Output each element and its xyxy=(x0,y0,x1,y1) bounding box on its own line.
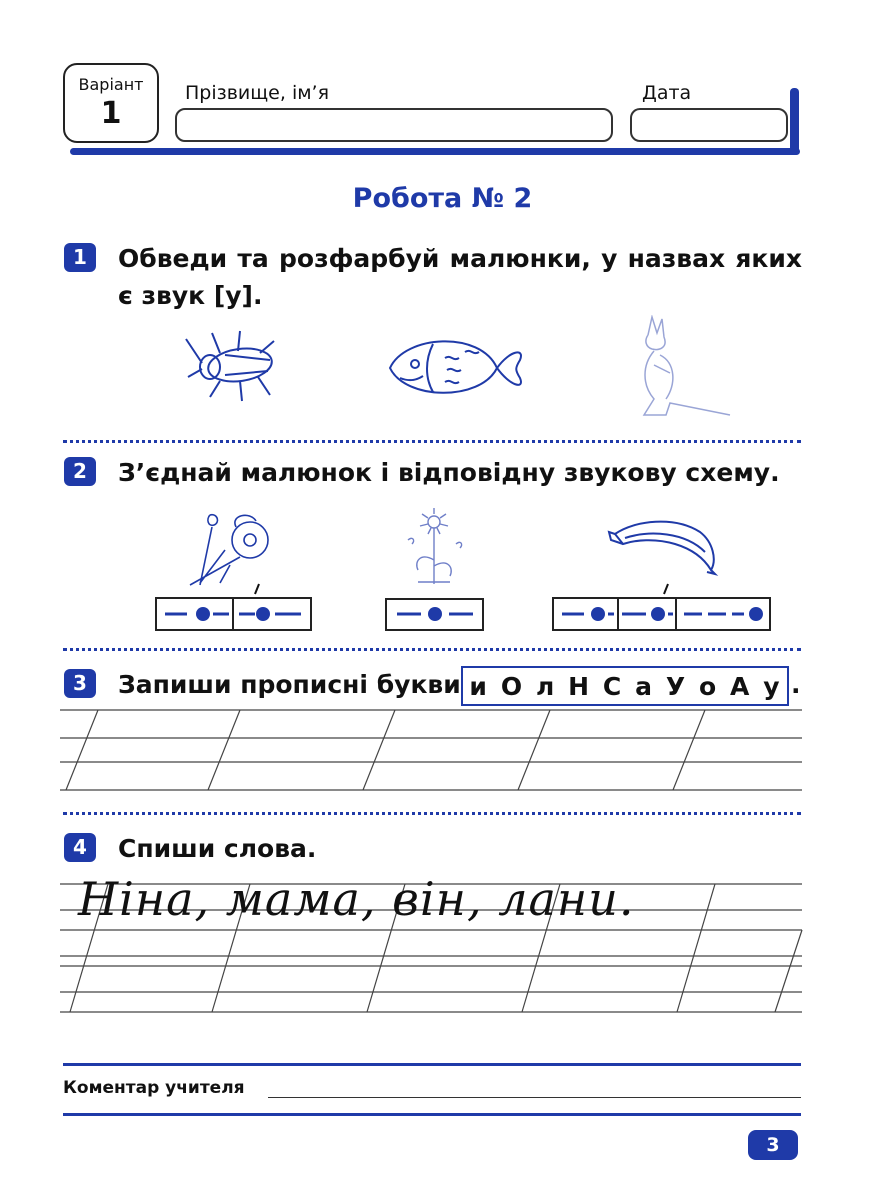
header-corner xyxy=(790,88,799,154)
variant-label: Варіант xyxy=(78,75,144,94)
comment-field[interactable] xyxy=(268,1097,801,1098)
divider-2 xyxy=(63,648,801,651)
writing-lines-task-3[interactable] xyxy=(60,700,805,800)
task-3-number: 3 xyxy=(64,669,96,698)
sound-scheme-2[interactable] xyxy=(385,598,485,632)
variant-number: 1 xyxy=(100,96,122,131)
task-1-text-line1: Обведи та розфарбуй малюнки, у назвах яких xyxy=(118,244,802,273)
date-label: Дата xyxy=(642,82,692,104)
footer-line-bottom xyxy=(63,1113,801,1116)
daisy-icon[interactable] xyxy=(398,500,473,590)
letter: о xyxy=(699,671,718,701)
task-1-number: 1 xyxy=(64,243,96,272)
divider-3 xyxy=(63,812,801,815)
divider-1 xyxy=(63,440,801,443)
banana-icon[interactable] xyxy=(605,510,720,578)
variant-box xyxy=(63,63,159,143)
fish-icon[interactable] xyxy=(385,330,530,405)
letter: и xyxy=(469,671,488,701)
letter: У xyxy=(665,671,687,701)
letter: А xyxy=(730,671,751,701)
name-label: Прізвище, ім’я xyxy=(185,82,330,104)
page-number: 3 xyxy=(748,1130,798,1160)
letter: С xyxy=(602,671,623,701)
letter: О xyxy=(500,671,524,701)
sound-scheme-3[interactable] xyxy=(552,580,772,632)
letter: а xyxy=(635,671,653,701)
comment-label: Коментар учителя xyxy=(63,1078,245,1098)
letter: л xyxy=(535,671,556,701)
name-field[interactable] xyxy=(175,108,613,142)
poppy-icon[interactable] xyxy=(180,505,280,590)
task-1-text-line2: є звук [у]. xyxy=(118,281,263,310)
letter: у xyxy=(763,671,781,701)
date-field[interactable] xyxy=(630,108,788,142)
task-2-text: З’єднай малюнок і відповідну звукову схему. xyxy=(118,458,780,487)
letter: Н xyxy=(568,671,591,701)
task-4-text: Спиши слова. xyxy=(118,834,317,863)
cursive-sample: Ніна, мама, він, лани. xyxy=(78,872,635,926)
task-2-number: 2 xyxy=(64,457,96,486)
task-3-end-mark: . xyxy=(791,670,801,699)
beetle-icon[interactable] xyxy=(180,325,280,405)
page-title: Робота № 2 xyxy=(352,183,533,214)
footer-line-top xyxy=(63,1063,801,1066)
header-divider xyxy=(70,148,800,155)
kangaroo-icon[interactable] xyxy=(630,315,740,420)
task-4-number: 4 xyxy=(64,833,96,862)
task-3-text: Запиши прописні букви xyxy=(118,670,461,699)
sound-scheme-1[interactable] xyxy=(155,580,313,632)
